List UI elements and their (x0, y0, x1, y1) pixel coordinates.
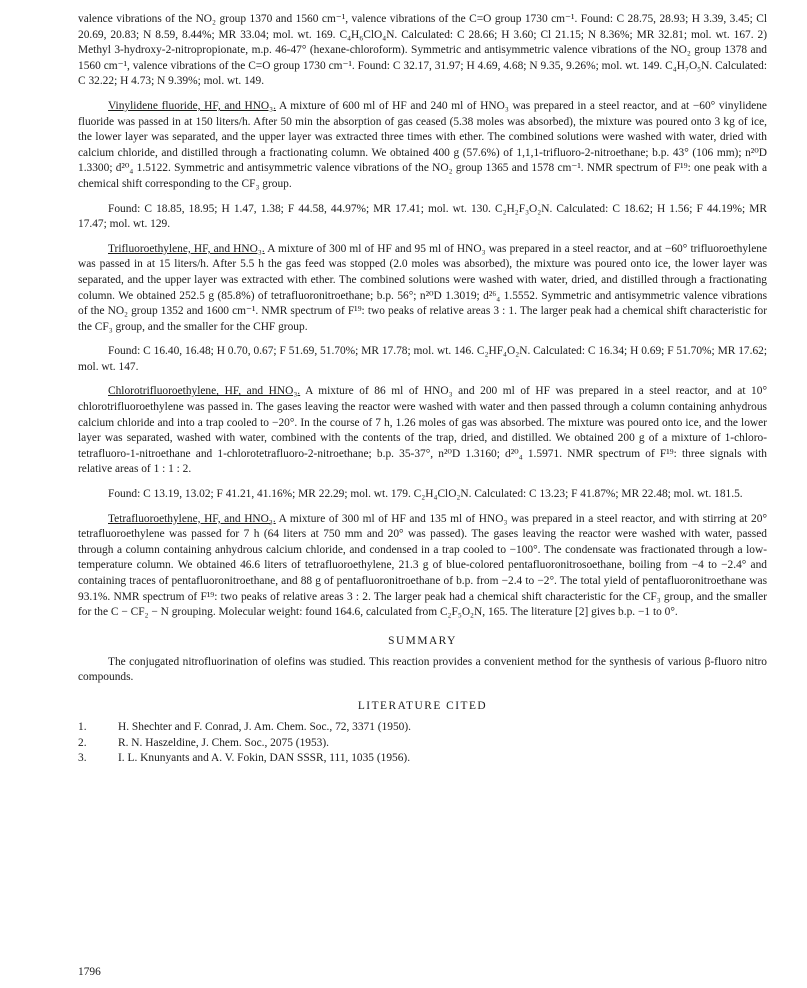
section-trifluoroethylene (78, 242, 767, 336)
section-text: A mixture of 600 ml of HF and 240 ml of HNO₃ was prepared in a steel reactor, and at −60° vinylidene fluoride was passed in at 150 liters/h. After 50 min the absorption of gas ceased (5.38 moles was absorbed), the mixture was poured onto 3 kg of ice, the lower layer was separated, and the upper layer was extracted three times with ether. The combined solutions were washed with water, dried with calcium chloride, and distilled through a fractionating column. We obtained 400 g (57.6%) of 1,1,1-trifluoro-2-nitroethane; b.p. 43° (106 mm); n²⁰D 1.3300; d²⁰₄ 1.5122. Symmetric and antisymmetric valence vibrations of the NO₂ group 1365 and 1578 cm⁻¹. NMR spectrum of F¹⁹: one peak with a chemical shift corresponding to the CF₃ group. (78, 99, 767, 190)
found-vinylidene-fluoride: Found: C 18.85, 18.95; H 1.47, 1.38; F 44.58, 44.97%; MR 17.41; mol. wt. 130. C₂H₂F₃O₂N. Calculated: C 18.62; H 1.56; F 44.19%; MR 17.47; mol. wt. 129. (78, 202, 767, 231)
section-heading: Trifluoroethylene, HF, and HNO₃. (108, 242, 265, 255)
reference-text: H. Shechter and F. Conrad, J. Am. Chem. Soc., 72, 3371 (1950). (118, 720, 412, 733)
section-text: A mixture of 86 ml of HNO₃ and 200 ml of HF was prepared in a steel reactor, and at 10° chlorotrifluoroethylene was passed in. The gases leaving the reactor were washed with water and then passed through a column containing anhydrous calcium chloride and into a trap cooled to −20°. In the course of 7 h, 1.26 moles of gas was absorbed. The mixture was poured onto ice, and the lower layer was separated, washed with water, combined with the contents of the trap, dried, and distilled. We obtained 200 g of a mixture of 1-chloro-tetrafluoro-1-nitroethane and 1-chlorotetrafluoro-2-nitroethane; b.p. 35-37°, n²⁰D 1.3160; d²⁰₄ 1.5971. NMR spectrum of F¹⁹: three signals with relative areas of 1 : 1 : 2. (78, 385, 768, 476)
literature-title: LITERATURE CITED (357, 699, 488, 712)
section-heading: Vinylidene fluoride, HF, and HNO₃. (108, 99, 276, 112)
section-text: A mixture of 300 ml of HF and 95 ml of HNO₃ was prepared in a steel reactor, and at −60° trifluoroethylene was passed in at 15 liters/h. After 5.5 h the gas feed was stopped (2.0 moles was absorbed), the mixture was poured onto ice, the lower layer was separated, and the upper layer was extracted with ether. The combined solutions were washed with water, dried, and distilled through a fractionating column. We obtained 252.5 g (85.8%) of tetrafluoronitroethane; b.p. 56°; n²⁰D 1.3019; d²⁶₄ 1.5552. Symmetric and antisymmetric valence vibrations of the NO₂ group 1352 and 1600 cm⁻¹. NMR spectrum of F¹⁹: two peaks of relative areas 3 : 1. The larger peak had a chemical shift characteristic for the CF₃ group, and the smaller for the CHF group. (78, 242, 768, 333)
summary-title: SUMMARY (388, 634, 457, 647)
section-heading: Chlorotrifluoroethylene, HF, and HNO₃. (108, 385, 301, 398)
reference-item (78, 736, 767, 752)
section-vinylidene-fluoride (78, 99, 767, 193)
top-paragraph: valence vibrations of the NO₂ group 1370 and 1560 cm⁻¹, valence vibrations of the C=O group 1730 cm⁻¹. Found: C 28.75, 28.93; H 3.39, 3.45; Cl 20.69, 20.83; N 8.59, 8.44%; MR 33.04; mol. wt. 169. C₄H₆ClO₄N. Calculated: C 28.66; H 3.60; Cl 21.15; N 8.36%; MR 32.81; mol. wt. 167. 2) Methyl 3-hydroxy-2-nitropropionate, m.p. 46-47° (hexane-chloroform). Symmetric and antisymmetric valence vibrations of the NO₂ group 1378 and 1560 cm⁻¹, valence vibrations of the C=O group 1730 cm⁻¹. Found: C 32.17, 31.97; H 4.69, 4.68; N 9.35, 9.26%; mol. wt. 149. C₄H₇O₅N. Calculated: C 32.22; H 4.73; N 9.39%; mol. wt. 149. (78, 13, 767, 88)
reference-item (78, 751, 767, 767)
section-heading: Tetrafluoroethylene, HF, and HNO₃. (108, 512, 276, 525)
reference-text: R. N. Haszeldine, J. Chem. Soc., 2075 (1953). (118, 736, 330, 749)
reference-number: 3. (78, 752, 87, 765)
summary-text: The conjugated nitrofluorination of olefins was studied. This reaction provides a convenient method for the synthesis of various β-fluoro nitro compounds. (78, 655, 767, 684)
reference-number: 1. (78, 720, 87, 733)
found-chlorotrifluoroethylene: Found: C 13.19, 13.02; F 41.21, 41.16%; MR 22.29; mol. wt. 179. C₂H₄ClO₂N. Calculated: C 13.23; F 41.87%; MR 22.48; mol. wt. 181.5. (108, 488, 743, 501)
reference-number: 2. (78, 736, 87, 749)
page-number: 1796 (78, 966, 101, 978)
reference-text: I. L. Knunyants and A. V. Fokin, DAN SSSR, 111, 1035 (1956). (118, 752, 411, 765)
reference-list (78, 720, 767, 767)
section-tetrafluoroethylene (78, 512, 767, 621)
reference-item (78, 720, 767, 736)
section-chlorotrifluoroethylene (78, 384, 767, 478)
section-text: A mixture of 300 ml of HF and 135 ml of HNO₃ was prepared in a steel reactor, and with stirring at 20° tetrafluoroethylene was passed for 7 h (64 liters at 750 mm and 20° was passed). The gases leaving the reactor were washed with water, passed through a column containing anhydrous calcium chloride, and condensed in a trap cooled to −100°. The condensate was fractionated through a low-temperature column. We obtained 46.6 liters of tetrafluoroethylene, 21.3 g of blue-colored pentafluoronitrosoethane, boiling from −4 to −2.4° and containing traces of pentafluoronitroethane, and 88 g of pentafluoronitroethane of b.p. from −2.4 to −2°. The total yield of pentafluoronitroethane was 93.1%. NMR spectrum of F¹⁹: two peaks of relative areas 3 : 2. The larger peak had a chemical shift characteristic for the CF₃ group, and the smaller for the C − CF₂ − N grouping. Molecular weight: found 164.6, calculated from C₂F₅O₂N, 165. The literature [2] gives b.p. −1 to 0°. (78, 512, 767, 619)
found-trifluoroethylene: Found: C 16.40, 16.48; H 0.70, 0.67; F 51.69, 51.70%; MR 17.78; mol. wt. 146. C₂HF₄O₂N. Calculated: C 16.34; H 0.69; F 51.70%; MR 17.62; mol. wt. 147. (78, 345, 767, 373)
